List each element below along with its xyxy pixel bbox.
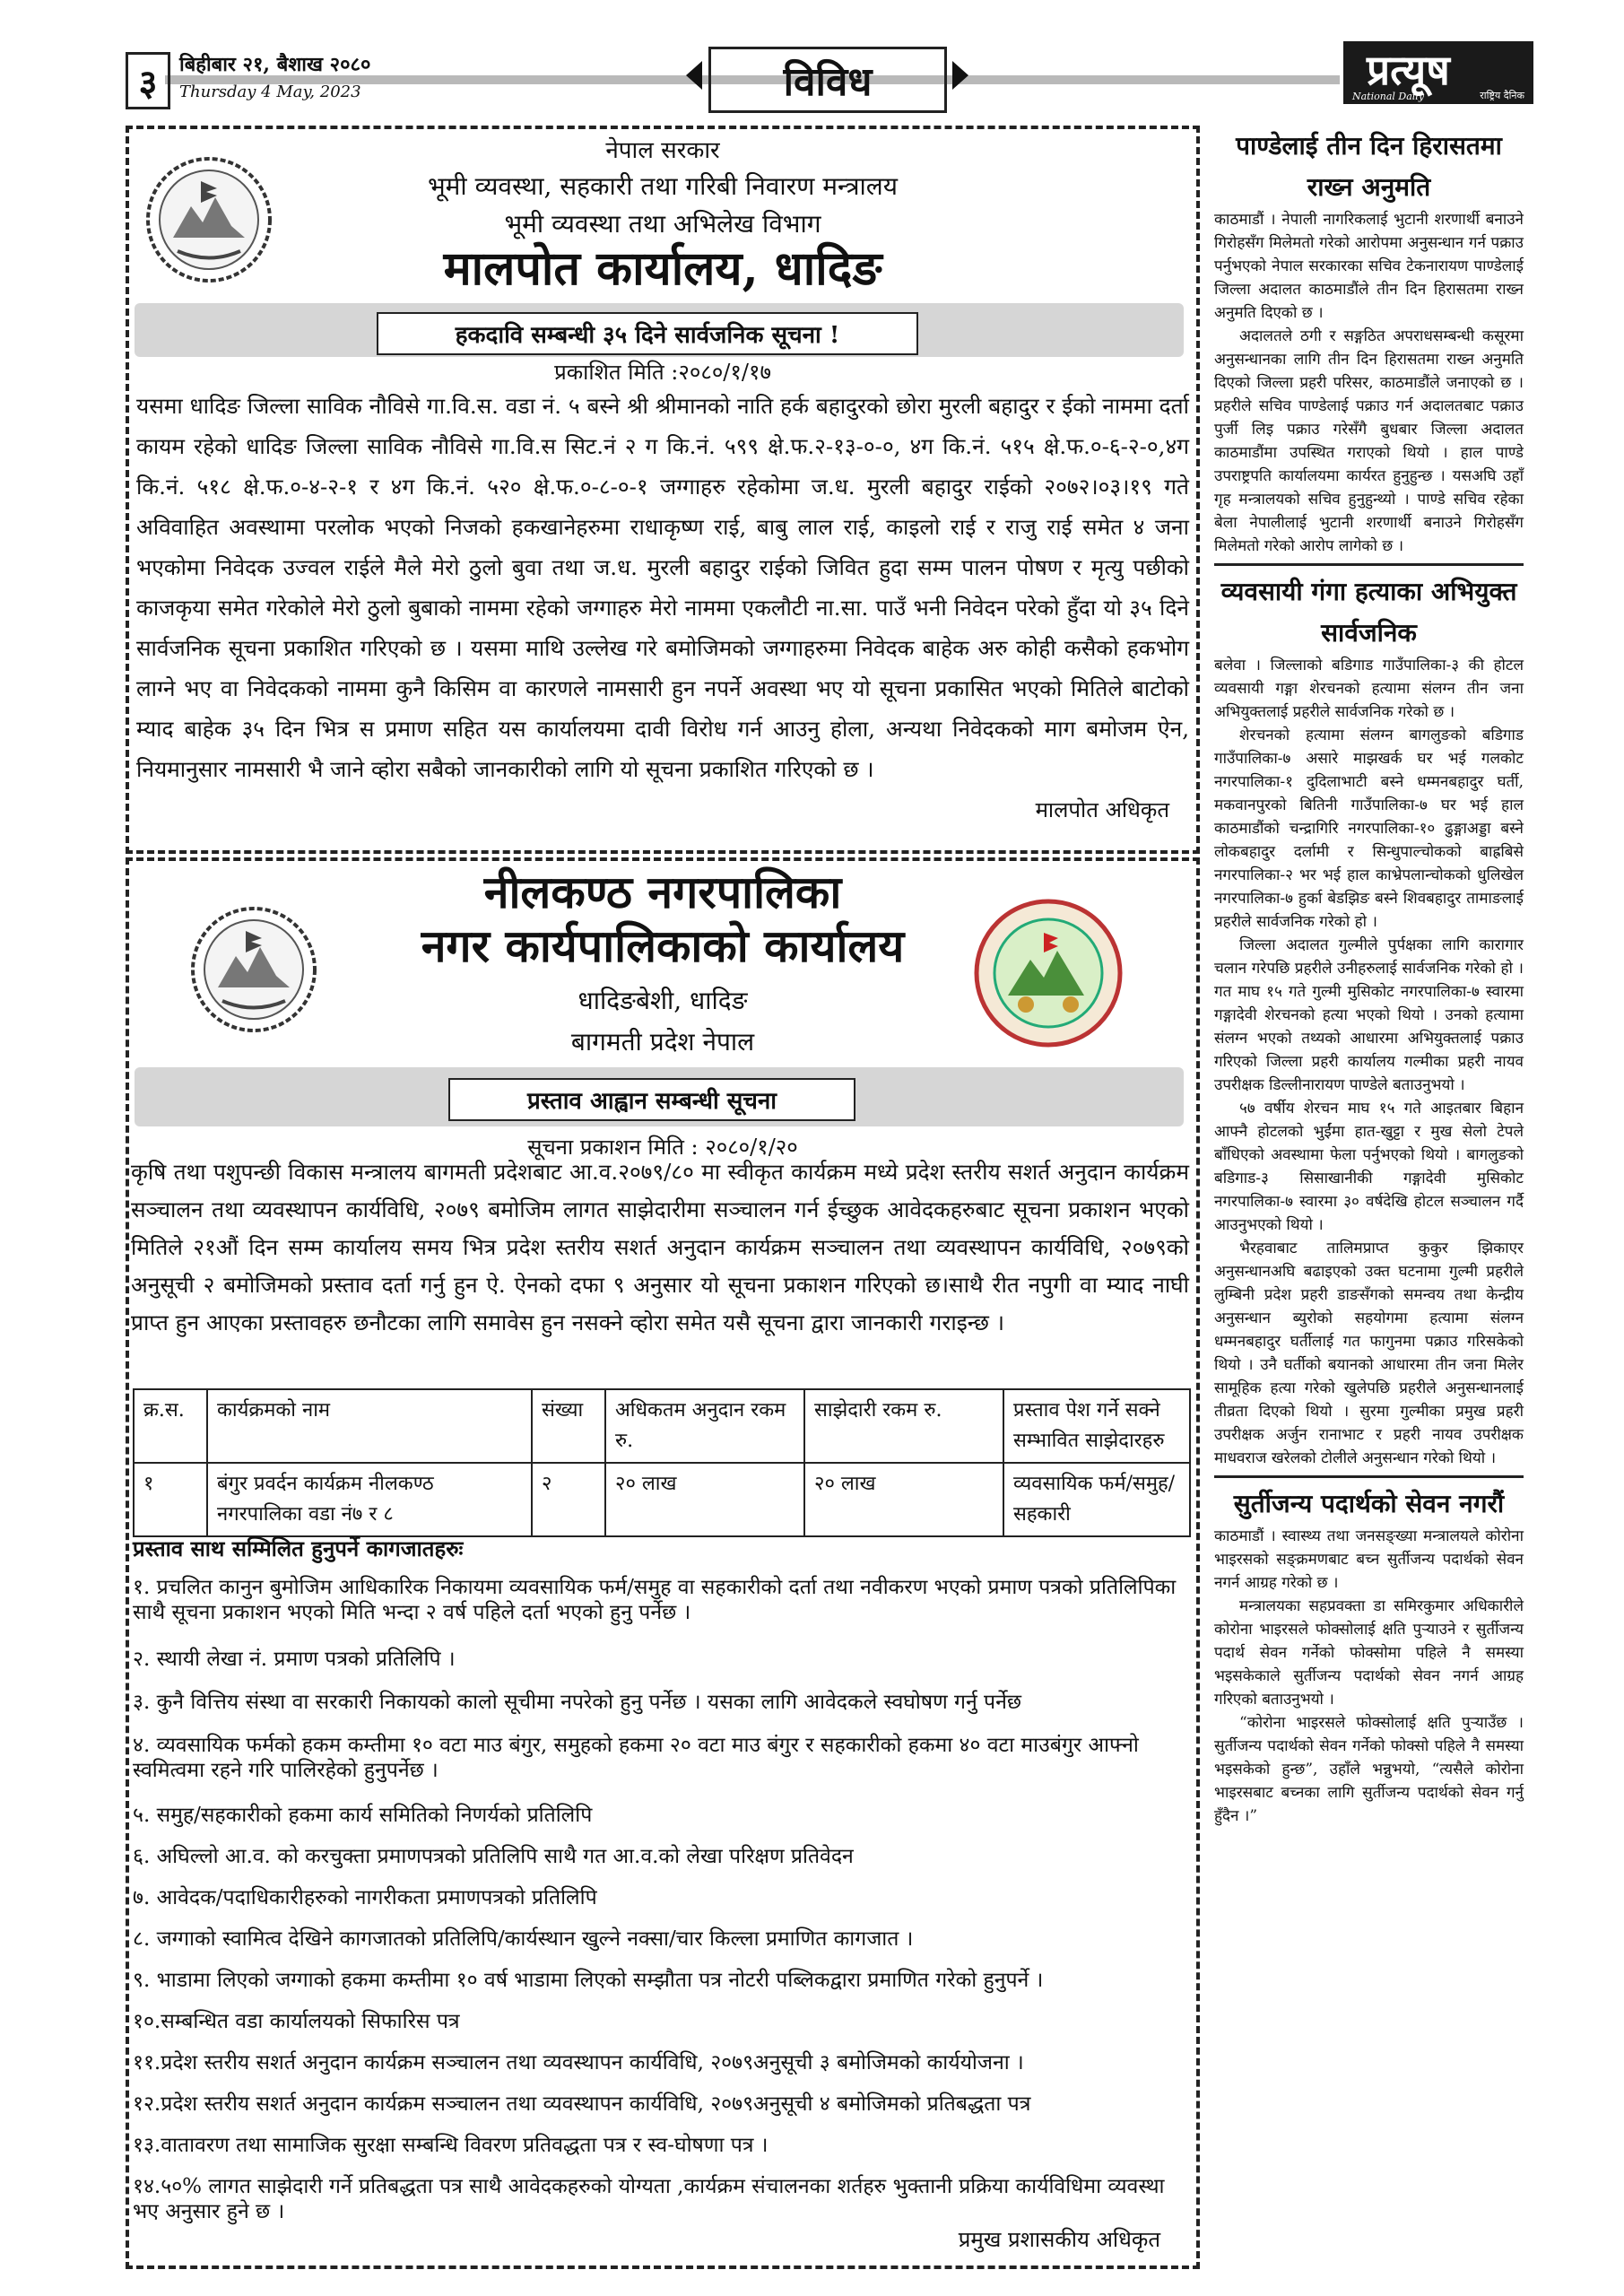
table-cell: २ bbox=[532, 1463, 605, 1536]
notice-neelakantha bbox=[126, 857, 1200, 2269]
signature: मालपोत अधिकृत bbox=[1035, 797, 1169, 822]
department-name: भूमी व्यवस्था तथा अभिलेख विभाग bbox=[504, 209, 821, 239]
municipality-title: नीलकण्ठ नगरपालिका bbox=[483, 865, 842, 918]
docs-list bbox=[133, 1575, 1191, 2228]
news-paragraph: काठमाडौं । स्वास्थ्य तथा जनसङ्ख्या मन्त्रालयले कोरोना भाइरसको सङ्क्रमणबाट बच्न सुर्तीजन्य पदार्थको सेवन नगर्न आग्रह गरेको छ । bbox=[1214, 1527, 1524, 1592]
list-item: १०.सम्बन्धित वडा कार्यालयको सिफारिस पत्र bbox=[133, 2010, 460, 2033]
list-item: १२.प्रदेश स्तरीय सशर्त अनुदान कार्यक्रम सञ्चालन तथा व्यवस्थापन कार्यविधि, २०७९अनुसूची ४ बमोजिमको प्रतिबद्धता पत्र bbox=[133, 2092, 1031, 2116]
table-cell: २० लाख bbox=[804, 1463, 1003, 1536]
list-item: २. स्थायी लेखा नं. प्रमाण पत्रको प्रतिलिपि । bbox=[133, 1648, 456, 1671]
logo-name: प्रत्यूष bbox=[1367, 46, 1450, 94]
list-item: ११.प्रदेश स्तरीय सशर्त अनुदान कार्यक्रम सञ्चालन तथा व्यवस्थापन कार्यविधि, २०७९अनुसूची ३ बमोजिमको कार्ययोजना । bbox=[133, 2051, 1024, 2074]
table-header-row bbox=[134, 1389, 1190, 1463]
news-paragraph: ५७ वर्षीय शेरचन माघ १५ गते आइतबार बिहान आफ्नै होटलको भुईंमा हात-खुट्टा र मुख सेलो टेपले बाँधिएको अवस्थामा फेला पर्नुभएको थियो । बागलुङको बडिगाड-३ सिसाखानीकी गङ्गादेवी मुसिकोट नगरपालिका-७ स्वारमा ३० वर्षदेखि होटल सञ्चालन गर्दै आउनुभएको थियो । bbox=[1214, 1100, 1524, 1234]
notice-malpot bbox=[126, 126, 1200, 854]
list-item: १४.५०% लागत साझेदारी गर्ने प्रतिबद्धता पत्र साथै आवेदकहरुको योग्यता ,कार्यक्रम संचालनका शर्तहरु भुक्तानी प्रक्रिया कार्यविधिमा व्यवस्था भए अनुसार हुने छ । bbox=[133, 2175, 1165, 2223]
news-paragraph: जिल्ला अदालत गुल्मीले पुर्पक्षका लागि कारागार चलान गरेपछि प्रहरीले उनीहरुलाई सार्वजनिक गरेको हो । गत माघ १५ गते गुल्मी मुसिकोट नगरपालिका-७ स्वारमा गङ्गादेवी शेरचनको हत्या भएको थियो । उनको हत्यामा संलग्न भएको तथ्यको आधारमा अभियुक्तलाई पक्राउ गरिएको जिल्ला प्रहरी कार्यालय गल्मीका प्रहरी नायव उपरीक्षक डिल्लीनारायण पाण्डेले बताउनुभयो । bbox=[1214, 936, 1524, 1094]
news-paragraph: काठमाडौं । नेपाली नागरिकलाई भुटानी शरणार्थी बनाउने गिरोहसँग मिलेमतो गरेको आरोपमा अनुसन्धान गर्न पक्राउ पर्नुभएको नेपाल सरकारका सचिव टेकनारायण पाण्डेलाई जिल्ला अदालत काठमाडौंले तीन दिन हिरासतमा राख्न अनुमति दिएको छ । bbox=[1214, 211, 1524, 322]
list-item: ९. भाडामा लिएको जग्गाको हकमा कम्तीमा १० वर्ष भाडामा लिएको सम्झौता पत्र नोटरी पब्लिकद्वारा प्रमाणित गरेको हुनुपर्ने । bbox=[133, 1969, 1044, 1992]
divider bbox=[1214, 563, 1524, 566]
list-item: ६. अघिल्लो आ.व. को करचुक्ता प्रमाणपत्रको प्रतिलिपि साथै गत आ.व.को लेखा परिक्षण प्रतिवेदन bbox=[133, 1845, 854, 1868]
date-english: Thursday 4 May, 2023 bbox=[179, 83, 361, 101]
news-column bbox=[1214, 126, 1524, 1828]
news-paragraph: “कोरोना भाइरसले फोक्सोलाई क्षति पुऱ्याउँछ । सुर्तीजन्य पदार्थको सेवन गर्नेको फोक्सो पहिले नै समस्या भइसकेको हुन्छ”, उहाँले भन्नुभयो, “त्यसैले कोरोना भाइरसबाट बच्नका लागि सुर्तीजन्य पदार्थको सेवन गर्नु हुँदैन ।” bbox=[1214, 1714, 1524, 1825]
triangle-left-icon bbox=[686, 61, 702, 90]
office-title: मालपोत कार्यालय, धादिङ bbox=[443, 241, 882, 296]
notice-banner bbox=[135, 303, 1184, 357]
news-paragraph: बलेवा । जिल्लाको बडिगाड गाउँपालिका-३ की होटल व्यवसायी गङ्गा शेरचनको हत्यामा संलग्न तीन जना अभियुक्तलाई प्रहरीले सार्वजनिक गरेको छ । bbox=[1214, 657, 1524, 721]
table-header: क्र.स. bbox=[134, 1389, 207, 1463]
table-header: साझेदारी रकम रु. bbox=[804, 1389, 1003, 1463]
news-heading: व्यवसायी गंगा हत्याका अभियुक्त सार्वजनिक bbox=[1220, 577, 1517, 648]
docs-title: प्रस्ताव साथ सम्मिलित हुनुपर्ने कागजातहरुः bbox=[133, 1535, 464, 1561]
table-header: प्रस्ताव पेश गर्ने सक्ने सम्भावित साझेदारहरु bbox=[1003, 1389, 1190, 1463]
notice-body: यसमा धादिङ जिल्ला साविक नौविसे गा.वि.स. वडा नं. ५ बस्ने श्री श्रीमानको नाति हर्क बहादुरको छोरा मुरली बहादुर र ईको नाममा दर्ता कायम रहेको धादिङ जिल्ला साविक नौविसे गा.वि.स सिट.नं २ ग कि.नं. ५९९ क्षे.फ.२-१३-०-०, ४ग कि.नं. ५१५ क्षे.फ.०-६-२-०,४ग कि.नं. ५१८ क्षे.फ.०-४-२-१ र ४ग कि.नं. ५२० क्षे.फ.०-८-०-१ जग्गाहरु रहेकोमा ज.ध. मुरली बहादुर राईको २०७२।०३।१९ गते अविवाहित अवस्थामा परलोक भएको निजको हकखानेहरुमा राधाकृष्ण राई, बाबु लाल राई, काइलो राई र राजु राई समेत ४ जना भएकोमा निवेदक उज्वल राईले मैले मेरो ठुलो बुवा तथा ज.ध. मुरली बहादुर राईको जिवित हुदा सम्म पालन पोषण र मृत्यु पछीको काजकृया समेत गरेकोले मेरो ठुलो बुबाको नाममा रहेको जग्गाहरु मेरो नाममा एकलौटी ना.सा. पाउँ भनी निवेदन परेको हुँदा यो ३५ दिने सार्वजनिक सूचना प्रकाशित गरिएको छ । यसमा माथि उल्लेख गरे बमोजिमको जग्गाहरुमा निवेदक बाहेक अरु कोही कसैको हकभोग लाग्ने भए वा निवेदकको नाममा कुनै किसिम वा कारणले नामसारी हुन नपर्ने अवस्था भए यो सूचना प्रकासित भएको मितिले बाटोको म्याद बाहेक ३५ दिन भित्र स प्रमाण सहित यस कार्यालयमा दावी विरोध गर्न आउनु होला, अन्यथा निवेदकको माग बमोजम ऐन, नियमानुसार नामसारी भै जाने व्होरा सबैको जानकारीको लागि यो सूचना प्रकाशित गरिएको छ । bbox=[136, 393, 1189, 782]
divider bbox=[1214, 1475, 1524, 1478]
notice-banner-title: हकदावि सम्बन्धी ३५ दिने सार्वजनिक सूचना ! bbox=[377, 312, 918, 355]
news-article bbox=[1214, 126, 1524, 558]
newspaper-logo bbox=[1343, 41, 1533, 104]
list-item: ४. व्यवसायिक फर्मको हकम कम्तीमा १० वटा माउ बंगुर, समुहको हकमा २० वटा माउ बंगुर र सहकारीको हकमा ४० वटा माउबंगुर आफ्नो स्वमित्वमा रहने गरि पालिरहेको हुनुपर्नेछ । bbox=[133, 1734, 1139, 1782]
list-item: ७. आवेदक/पदाधिकारीहरुको नागरीकता प्रमाणपत्रको प्रतिलिपि bbox=[133, 1886, 597, 1909]
program-table bbox=[133, 1388, 1191, 1537]
news-paragraph: शेरचनको हत्यामा संलग्न बागलुङको बडिगाड गाउँपालिका-७ असारे माझखर्क घर भई गलकोट नगरपालिका-१ दुदिलाभाटी बस्ने धम्मनबहादुर घर्ती, मकवानपुरको बितिनी गाउँपालिका-७ घर भई हाल काठमाडौंको चन्द्रागिरि नगरपालिका-१० ढुङ्गाअड्डा बस्ने लोकबहादुर दर्लामी र सिन्धुपाल्चोकको बाह्रबिसे नगरपालिका-२ भर भई हाल काभ्रेपलान्चोकको धुलिखेल नगरपालिका-७ हुर्का बेडझिङ बस्ने शिवबहादुर तामाङलाई प्रहरीले सार्वजनिक गरेको हो । bbox=[1214, 726, 1524, 931]
news-paragraph: अदालतले ठगी र सङ्गठित अपराधसम्बन्धी कसूरमा अनुसन्धानका लागि तीन दिन हिरासतमा राख्न अनुमति दिएको जिल्ला प्रहरी परिसर, काठमाडौंले जनाएको छ । प्रहरीले सचिव पाण्डेलाई पक्राउ गर्न अदालतबाट पक्राउ पुर्जी लिइ पक्राउ गरेसँगै बुधबार जिल्ला अदालत काठमाडौंमा उपस्थित गराएको थियो । हाल पाण्डे उपराष्ट्रपति कार्यालयमा कार्यरत हुनुहुन्छ । यसअघि उहाँ गृह मन्त्रालयको सचिव हुनुहुन्थ्यो । पाण्डे सचिव रहेका बेला नेपालीलाई भुटानी शरणार्थी बनाउने गिरोहसँग मिलेमतो गरेको आरोप लागेको छ । bbox=[1214, 327, 1524, 555]
table-cell: १ bbox=[134, 1463, 207, 1536]
signature: प्रमुख प्रशासकीय अधिकृत bbox=[958, 2227, 1160, 2252]
date-nepali: बिहीबार २१, बैशाख २०८० bbox=[179, 53, 371, 76]
news-article bbox=[1214, 1483, 1524, 1828]
list-item: १. प्रचलित कानुन बुमोजिम आधिकारिक निकायमा व्यवसायिक फर्म/समुह वा सहकारीको दर्ता तथा नवीकरण भएको प्रमाण पत्रको प्रतिलिपिका साथै सूचना प्रकाशन भएको मिति भन्दा २ वर्ष पहिले दर्ता भएको हुनु पर्नेछ । bbox=[133, 1576, 1177, 1624]
notice-body: कृषि तथा पशुपन्छी विकास मन्त्रालय बागमती प्रदेशबाट आ.व.२०७९/८० मा स्वीकृत कार्यक्रम मध्ये प्रदेश स्तरीय सशर्त अनुदान कार्यक्रम सञ्चालन तथा व्यवस्थापन कार्यविधि, २०७९ बमोजिम लागत साझेदारीमा सञ्चालन गर्न ईच्छुक आवेदकहरुबाट सूचना प्रकाशन भएको मितिले २१औं दिन सम्म कार्यालय समय भित्र प्रदेश स्तरीय सशर्त अनुदान कार्यक्रम सञ्चालन तथा व्यवस्थापन कार्यविधि, २०७९को अनुसूची २ बमोजिमको प्रस्ताव दर्ता गर्नु हुन ऐ. ऐनको दफा ९ अनुसार यो सूचना प्रकाशन गरिएको छ।साथै रीत नपुगी वा म्याद नाघी प्राप्त हुन आएका प्रस्तावहरु छनौटका लागि समावेस हुन नसक्ने व्होरा समेत यसै सूचना द्वारा जानकारी गराइन्छ । bbox=[131, 1159, 1189, 1335]
section-title: विविध bbox=[708, 47, 947, 113]
ministry-name: भूमी व्यवस्था, सहकारी तथा गरिबी निवारण मन्त्रालय bbox=[428, 171, 898, 201]
address-line1: धादिङबेशी, धादिङ bbox=[578, 986, 748, 1015]
table-row bbox=[134, 1463, 1190, 1536]
table-header: अधिकतम अनुदान रकम रु. bbox=[605, 1389, 804, 1463]
news-paragraph: भैरहवाबाट तालिमप्राप्त कुकुर झिकाएर अनुसन्धानअघि बढाइएको उक्त घटनामा गुल्मी प्रहरीले लुम्बिनी प्रदेश प्रहरी डाङसँगको समन्वय तथा केन्द्रीय अनुसन्धान ब्युरोको सहयोगमा हत्यामा संलग्न धम्मनबहादुर घर्तीलाई गत फागुनमा पक्राउ गरिसकेको थियो । उनै घर्तीको बयानको आधारमा तीन जना मिलेर सामूहिक हत्या गरेको खुलेपछि प्रहरीले अनुसन्धानलाई तीव्रता दिएको थियो । सुरमा गुल्मीका प्रमुख प्रहरी उपरीक्षक अर्जुन रानाभाट र प्रहरी नायव उपरीक्षक माधवराज खरेलको टोलीले अनुसन्धान गरेको थियो । bbox=[1214, 1239, 1524, 1467]
logo-sub-en: National Daily bbox=[1352, 91, 1425, 102]
table-cell: व्यवसायिक फर्म/समुह/ सहकारी bbox=[1003, 1463, 1190, 1536]
news-heading: सुर्तीजन्य पदार्थको सेवन नगरौं bbox=[1233, 1489, 1505, 1518]
notice-banner-title: प्रस्ताव आह्वान सम्बन्धी सूचना bbox=[448, 1078, 855, 1121]
gov-name: नेपाल सरकार bbox=[605, 137, 720, 164]
address-line2: बागमती प्रदेश नेपाल bbox=[570, 1027, 755, 1057]
table-header: संख्या bbox=[532, 1389, 605, 1463]
published-date: सूचना प्रकाशन मिति : २०८०/१/२० bbox=[527, 1135, 798, 1160]
table-cell: बंगुर प्रवर्दन कार्यक्रम नीलकण्ठ नगरपालिका वडा नं७ र ८ bbox=[207, 1463, 532, 1536]
page-number: ३ bbox=[126, 52, 170, 109]
news-article bbox=[1214, 571, 1524, 1470]
news-heading: पाण्डेलाई तीन दिन हिरासतमा राख्न अनुमति bbox=[1236, 131, 1502, 202]
logo-sub-np: राष्ट्रिय दैनिक bbox=[1480, 90, 1524, 101]
list-item: ८. जग्गाको स्वामित्व देखिने कागजातको प्रतिलिपि/कार्यस्थान खुल्ने नक्सा/चार किल्ला प्रमाणित कागजात । bbox=[133, 1927, 914, 1951]
office-title: नगर कार्यपालिकाको कार्यालय bbox=[421, 919, 905, 972]
published-date: प्रकाशित मिति :२०८०/१/१७ bbox=[554, 360, 771, 385]
news-paragraph: मन्त्रालयका सहप्रवक्ता डा समिरकुमार अधिकारीले कोरोना भाइरसले फोक्सोलाई क्षति पुऱ्याउने र सुर्तीजन्य पदार्थ सेवन गर्नेको फोक्सोमा पहिले नै समस्या भइसकेकाले सुर्तीजन्य पदार्थको सेवन नगर्न आग्रह गरिएको बताउनुभयो । bbox=[1214, 1597, 1524, 1709]
table-header: कार्यक्रमको नाम bbox=[207, 1389, 532, 1463]
triangle-right-icon bbox=[952, 61, 968, 90]
notice-banner bbox=[135, 1067, 1184, 1126]
list-item: ५. समुह/सहकारीको हकमा कार्य समितिको निणर्यको प्रतिलिपि bbox=[133, 1804, 593, 1827]
table-cell: २० लाख bbox=[605, 1463, 804, 1536]
list-item: १३.वातावरण तथा सामाजिक सुरक्षा सम्बन्धि विवरण प्रतिवद्धता पत्र र स्व-घोषणा पत्र । bbox=[133, 2134, 769, 2157]
list-item: ३. कुनै वित्तिय संस्था वा सरकारी निकायको कालो सूचीमा नपरेको हुनु पर्नेछ । यसका लागि आवेदकले स्वघोषण गर्नु पर्नेछ bbox=[133, 1691, 1022, 1714]
